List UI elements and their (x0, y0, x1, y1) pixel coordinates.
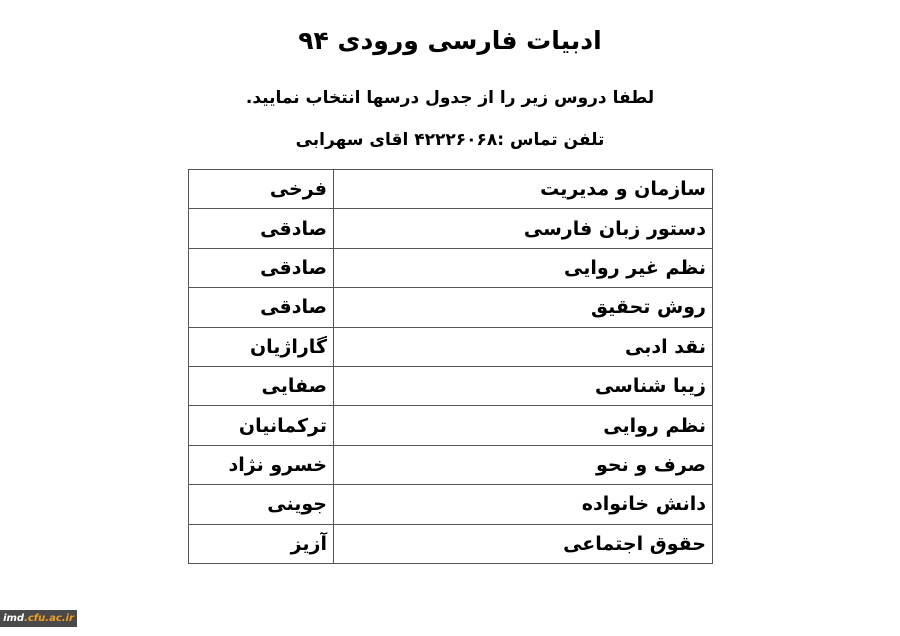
course-cell: دانش خانواده (334, 485, 713, 524)
logo-part1: imd (3, 613, 25, 624)
table-row (189, 170, 713, 209)
table-row (189, 327, 713, 366)
table-row (189, 524, 713, 563)
teacher-cell: گاراژیان (189, 327, 334, 366)
course-cell: سازمان و مدیریت (334, 170, 713, 209)
teacher-cell: صادقی (189, 248, 334, 287)
teacher-cell: خسرو نژاد (189, 445, 334, 484)
course-cell: زیبا شناسی (334, 366, 713, 405)
course-cell: حقوق اجتماعی (334, 524, 713, 563)
teacher-cell: فرخی (189, 170, 334, 209)
page-title: ادبیات فارسی ورودی ۹۴ (298, 26, 602, 55)
table-row (189, 209, 713, 248)
course-cell: نظم روایی (334, 406, 713, 445)
teacher-cell: صادقی (189, 288, 334, 327)
table-row (189, 366, 713, 405)
table-row (189, 485, 713, 524)
table-row (189, 445, 713, 484)
teacher-cell: ترکمانیان (189, 406, 334, 445)
logo-part2: .cfu.ac.ir (24, 613, 74, 624)
course-cell: روش تحقیق (334, 288, 713, 327)
table-row (189, 288, 713, 327)
teacher-cell: جوینی (189, 485, 334, 524)
teacher-cell: صفایی (189, 366, 334, 405)
course-cell: صرف و نحو (334, 445, 713, 484)
table-row (189, 406, 713, 445)
course-cell: نقد ادبی (334, 327, 713, 366)
teacher-cell: صادقی (189, 209, 334, 248)
site-logo[interactable] (0, 610, 77, 627)
table-row (189, 248, 713, 287)
contact-info: تلفن تماس :۴۲۲۲۶۰۶۸ اقای سهرابی (295, 130, 605, 150)
instruction-text: لطفا دروس زیر را از جدول درسها انتخاب نمایید. (245, 88, 655, 108)
teacher-cell: آزیز (189, 524, 334, 563)
course-table (188, 169, 713, 564)
course-cell: دستور زبان فارسی (334, 209, 713, 248)
course-cell: نظم غیر روایی (334, 248, 713, 287)
